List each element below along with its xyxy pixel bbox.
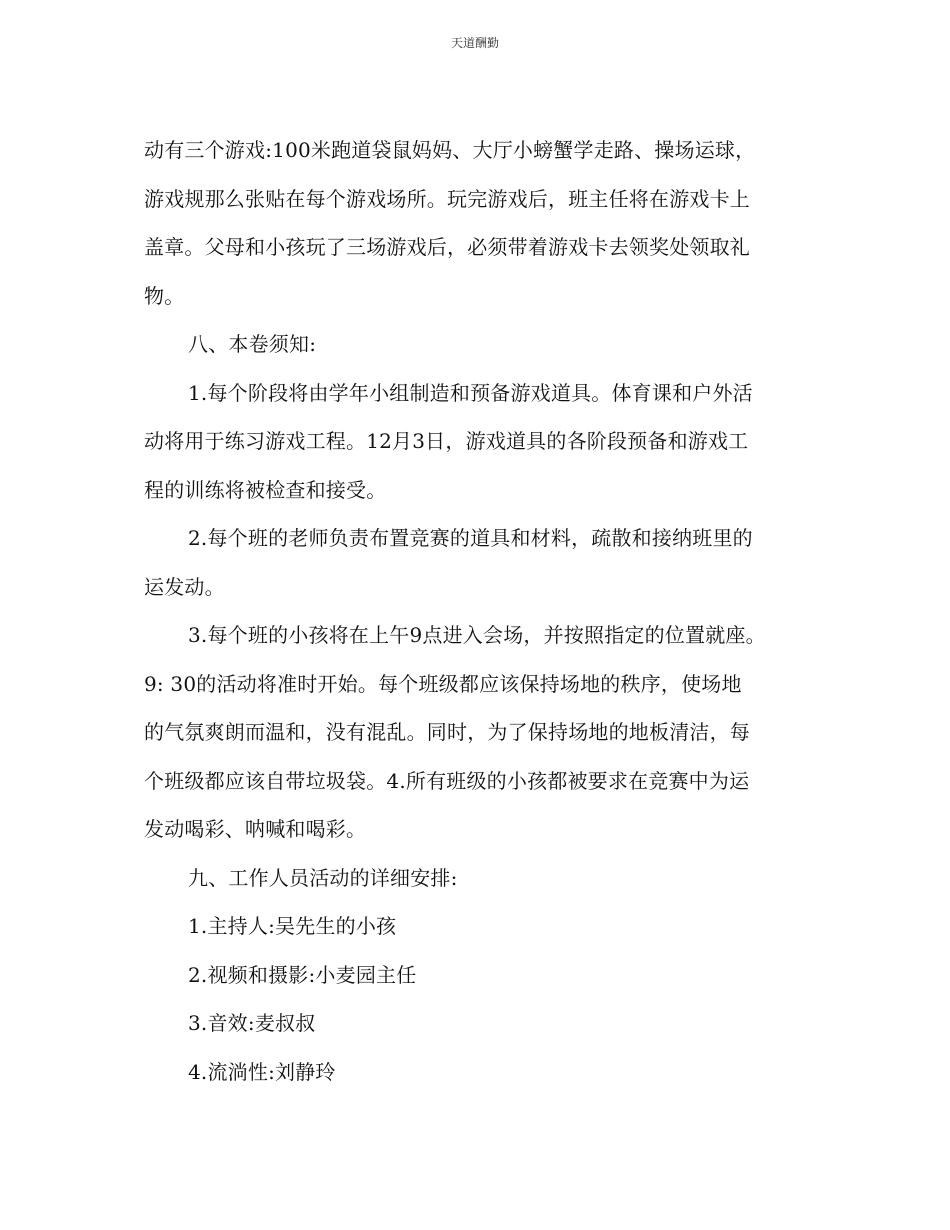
- text-line-8: 程的训练将被检查和接受。: [144, 477, 387, 502]
- section-heading-9: 九、工作人员活动的详细安排:: [188, 865, 458, 890]
- document-body: [144, 126, 814, 1096]
- text-line-11: 3.每个班的小孩将在上午9点进入会场，并按照指定的位置就座。: [188, 623, 766, 647]
- staff-item-1: 1.主持人:吴先生的小孩: [188, 914, 397, 938]
- text-line-1: 动有三个游戏:100米跑道袋鼠妈妈、大厅小螃蟹学走路、操场运球，: [144, 138, 756, 162]
- text-line-7: 动将用于练习游戏工程。12月3日，游戏道具的各阶段预备和游戏工: [144, 429, 749, 453]
- text-line-4: 物。: [144, 283, 185, 308]
- staff-item-4: 4.流淌性:刘静玲: [188, 1059, 336, 1084]
- text-line-9: 2.每个班的老师负责布置竞赛的道具和材料，疏散和接纳班里的: [188, 526, 753, 550]
- text-line-15: 发动喝彩、呐喊和喝彩。: [144, 817, 367, 841]
- text-line-6: 1.每个阶段将由学年小组制造和预备游戏道具。体育课和户外活: [188, 380, 753, 405]
- text-line-14: 个班级都应该自带垃圾袋。4.所有班级的小孩都被要求在竞赛中为运: [144, 768, 750, 793]
- section-heading-8: 八、本卷须知:: [188, 332, 317, 356]
- text-line-3: 盖章。父母和小孩玩了三场游戏后，必须带着游戏卡去领奖处领取礼: [144, 235, 750, 259]
- text-line-12: 9: 30的活动将准时开始。每个班级都应该保持场地的秩序，使场地: [144, 671, 742, 696]
- text-line-13: 的气氛爽朗而温和，没有混乱。同时，为了保持场地的地板清洁，每: [144, 720, 750, 744]
- text-line-10: 运发动。: [144, 574, 225, 599]
- text-line-2: 游戏规那么张贴在每个游戏场所。玩完游戏后，班主任将在游戏卡上: [144, 186, 750, 211]
- staff-item-2: 2.视频和摄影:小麦园主任: [188, 962, 417, 987]
- staff-item-3: 3.音效:麦叔叔: [188, 1011, 316, 1035]
- page-header: 天道酬勤: [450, 36, 499, 50]
